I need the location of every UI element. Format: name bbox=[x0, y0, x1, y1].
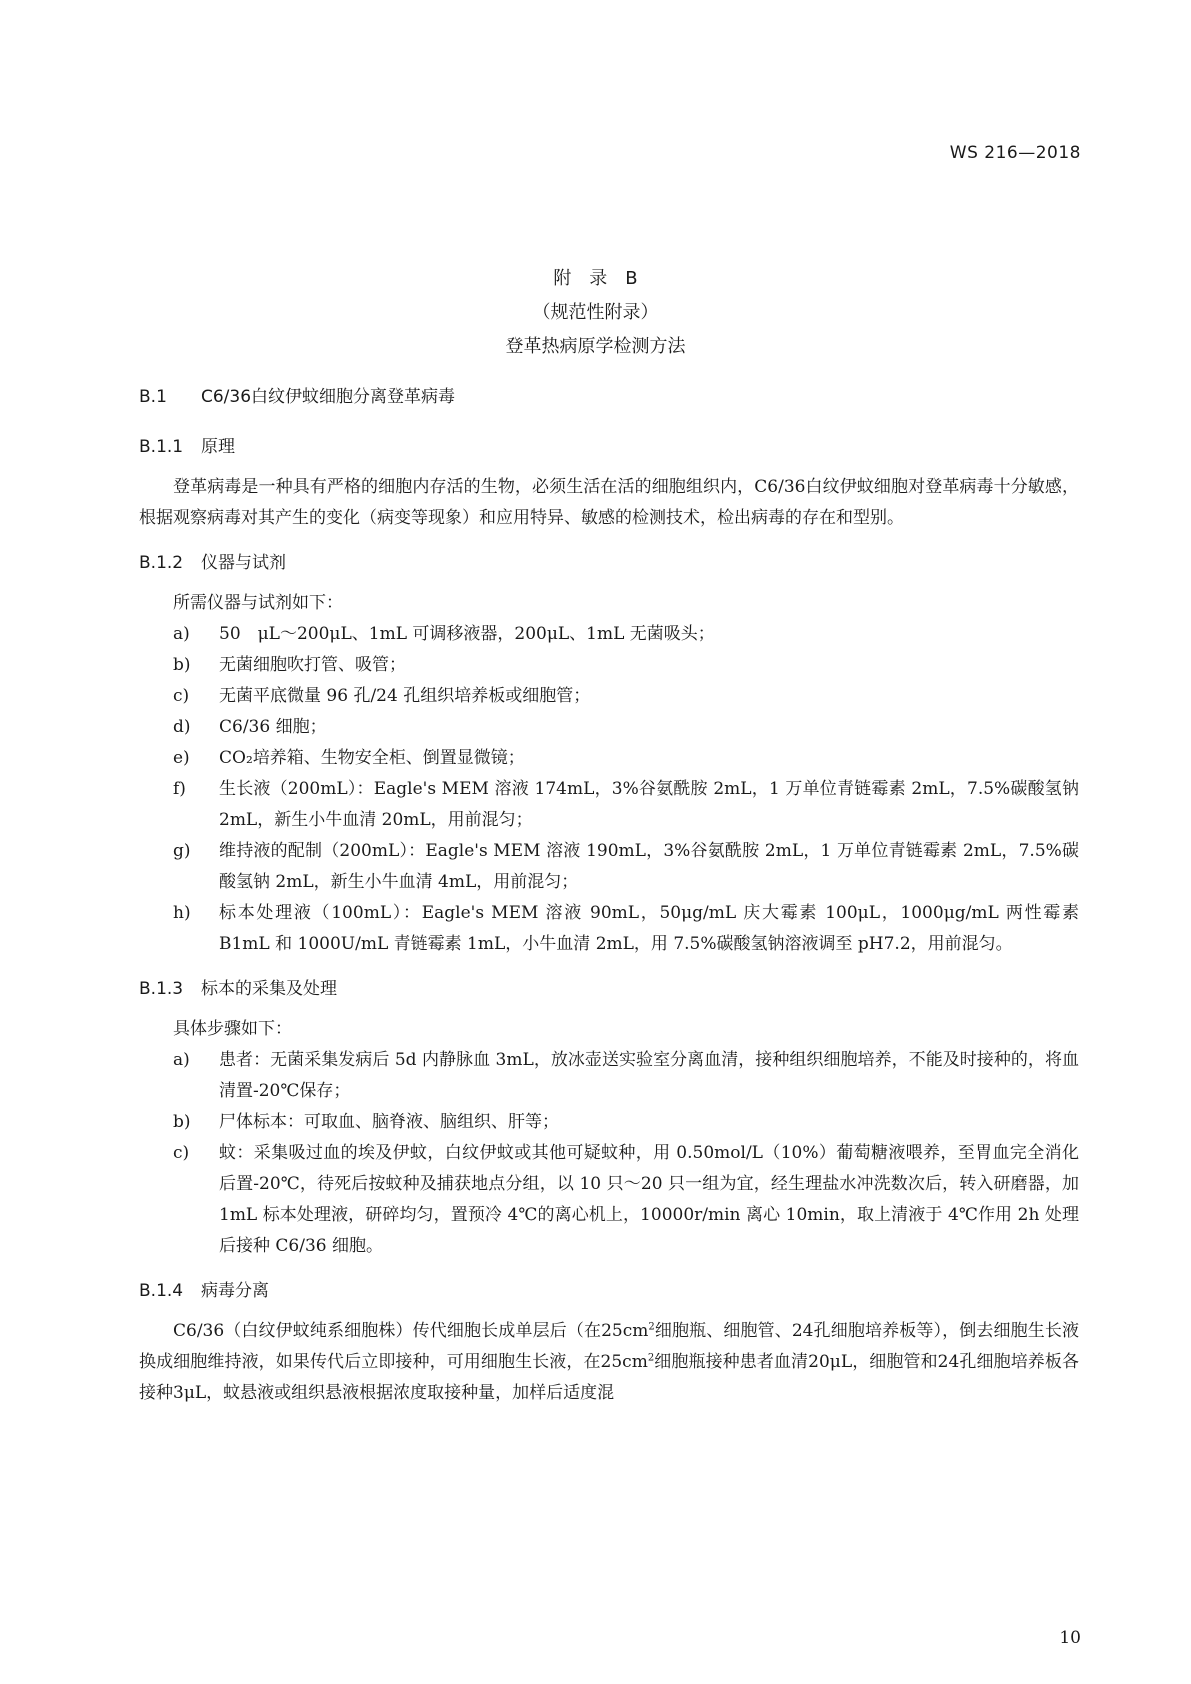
list-item bbox=[139, 681, 1079, 712]
paragraph-text: C6/36（白纹伊蚊纯系细胞株）传代细胞长成单层后（在25cm bbox=[173, 1321, 649, 1341]
virus-isolation-paragraph bbox=[139, 1316, 1079, 1409]
item-label: g) bbox=[173, 841, 191, 861]
paragraph-text: 细胞瓶、细胞管、24孔细胞培养板等），倒去细胞生长液换成细胞维持液，如果传代后立即接种，可用细胞生长液，在25cm bbox=[139, 1321, 1079, 1372]
section-heading-b11 bbox=[139, 432, 1079, 462]
item-text: CO₂培养箱、生物安全柜、倒置显微镜； bbox=[219, 748, 525, 768]
item-label: b) bbox=[173, 655, 191, 675]
item-label: f) bbox=[173, 779, 186, 799]
paragraph-text: 细胞瓶接种患者血清20μL，细胞管和24孔细胞培养板各接种3μL，蚊悬液或组织悬液根据浓度取接种量，加样后适度混 bbox=[139, 1352, 1079, 1403]
item-label: c) bbox=[173, 1143, 190, 1163]
section-title: 标本的采集及处理 bbox=[201, 979, 337, 999]
superscript: 2 bbox=[648, 1321, 655, 1333]
item-text: C6/36 细胞； bbox=[219, 717, 327, 737]
section-title: C6/36白纹伊蚊细胞分离登革病毒 bbox=[201, 387, 456, 407]
superscript: 2 bbox=[647, 1352, 655, 1364]
item-label: b) bbox=[173, 1112, 191, 1132]
list-item bbox=[139, 1107, 1079, 1138]
annex-label: 附 录 B bbox=[553, 268, 638, 289]
section-title: 原理 bbox=[201, 437, 235, 457]
section-heading-b1 bbox=[139, 382, 1079, 412]
item-label: a) bbox=[173, 1050, 190, 1070]
list-item bbox=[139, 650, 1079, 681]
item-text: 50 μL～200μL、1mL 可调移液器，200μL、1mL 无菌吸头； bbox=[219, 624, 715, 644]
section-title: 仪器与试剂 bbox=[201, 553, 286, 573]
section-heading-b13 bbox=[139, 974, 1079, 1004]
principle-paragraph: 登革病毒是一种具有严格的细胞内存活的生物，必须生活在活的细胞组织内，C6/36白纹伊蚊细胞对登革病毒十分敏感，根据观察病毒对其产生的变化（病变等现象）和应用特异、敏感的检测技术，检出病毒的存在和型别。 bbox=[139, 477, 1079, 528]
list-item bbox=[139, 712, 1079, 743]
item-label: h) bbox=[173, 903, 191, 923]
item-text: 标本处理液（100mL）：Eagle's MEM 溶液 90mL，50μg/mL 庆大霉素 100μL，1000μg/mL 两性霉素 B1mL 和 1000U/mL 青链霉素 1mL，小牛血清 2mL，用 7.5%碳酸氢钠溶液调至 pH7.2，用前混匀。 bbox=[219, 903, 1079, 954]
section-number: B.1.3 bbox=[139, 979, 184, 999]
item-text: 维持液的配制（200mL）：Eagle's MEM 溶液 190mL，3%谷氨酰胺 2mL，1 万单位青链霉素 2mL，7.5%碳酸氢钠 2mL，新生小牛血清 4mL，用前混匀； bbox=[219, 841, 1079, 892]
section-heading-b12 bbox=[139, 548, 1079, 578]
list-item bbox=[139, 743, 1079, 774]
list-item bbox=[139, 1138, 1079, 1262]
list-item bbox=[139, 836, 1079, 898]
item-label: c) bbox=[173, 686, 190, 706]
annex-name: 登革热病原学检测方法 bbox=[505, 336, 686, 357]
section-number: B.1.2 bbox=[139, 553, 184, 573]
item-text: 蚊：采集吸过血的埃及伊蚊，白纹伊蚊或其他可疑蚊种，用 0.50mol/L（10%）葡萄糖液喂养，至胃血完全消化后置-20℃，待死后按蚊种及捕获地点分组，以 10 只～20 只一组为宜，经生理盐水冲洗数次后，转入研磨器，加 1mL 标本处理液，研碎均匀，置预冷 4℃的离心机上，10000r/min 离心 10min，取上清液于 4℃作用 2h 处理后接种 C6/36 细胞。 bbox=[219, 1143, 1079, 1256]
item-text: 无菌平底微量 96 孔/24 孔组织培养板或细胞管； bbox=[219, 686, 591, 706]
annex-type: （规范性附录） bbox=[532, 302, 659, 323]
document-body bbox=[139, 382, 1079, 1409]
item-text: 无菌细胞吹打管、吸管； bbox=[219, 655, 406, 675]
list-item bbox=[139, 619, 1079, 650]
list-item bbox=[139, 774, 1079, 836]
annex-title-block bbox=[0, 262, 1191, 364]
section-title: 病毒分离 bbox=[201, 1281, 269, 1301]
item-label: a) bbox=[173, 624, 190, 644]
list-item bbox=[139, 898, 1079, 960]
section-number: B.1 bbox=[139, 387, 167, 407]
item-label: e) bbox=[173, 748, 190, 768]
item-text: 生长液（200mL）：Eagle's MEM 溶液 174mL，3%谷氨酰胺 2mL，1 万单位青链霉素 2mL，7.5%碳酸氢钠 2mL，新生小牛血清 20mL，用前混匀； bbox=[219, 779, 1079, 830]
list-intro: 具体步骤如下： bbox=[173, 1019, 292, 1039]
item-text: 患者：无菌采集发病后 5d 内静脉血 3mL，放冰壶送实验室分离血清，接种组织细胞培养，不能及时接种的，将血清置-20℃保存； bbox=[219, 1050, 1079, 1101]
list-item bbox=[139, 1045, 1079, 1107]
page-number: 10 bbox=[1059, 1628, 1081, 1648]
list-intro: 所需仪器与试剂如下： bbox=[173, 593, 343, 613]
section-number: B.1.1 bbox=[139, 437, 184, 457]
item-text: 尸体标本：可取血、脑脊液、脑组织、肝等； bbox=[219, 1112, 559, 1132]
standard-number: WS 216—2018 bbox=[949, 143, 1081, 163]
section-number: B.1.4 bbox=[139, 1281, 184, 1301]
item-label: d) bbox=[173, 717, 191, 737]
section-heading-b14 bbox=[139, 1276, 1079, 1306]
